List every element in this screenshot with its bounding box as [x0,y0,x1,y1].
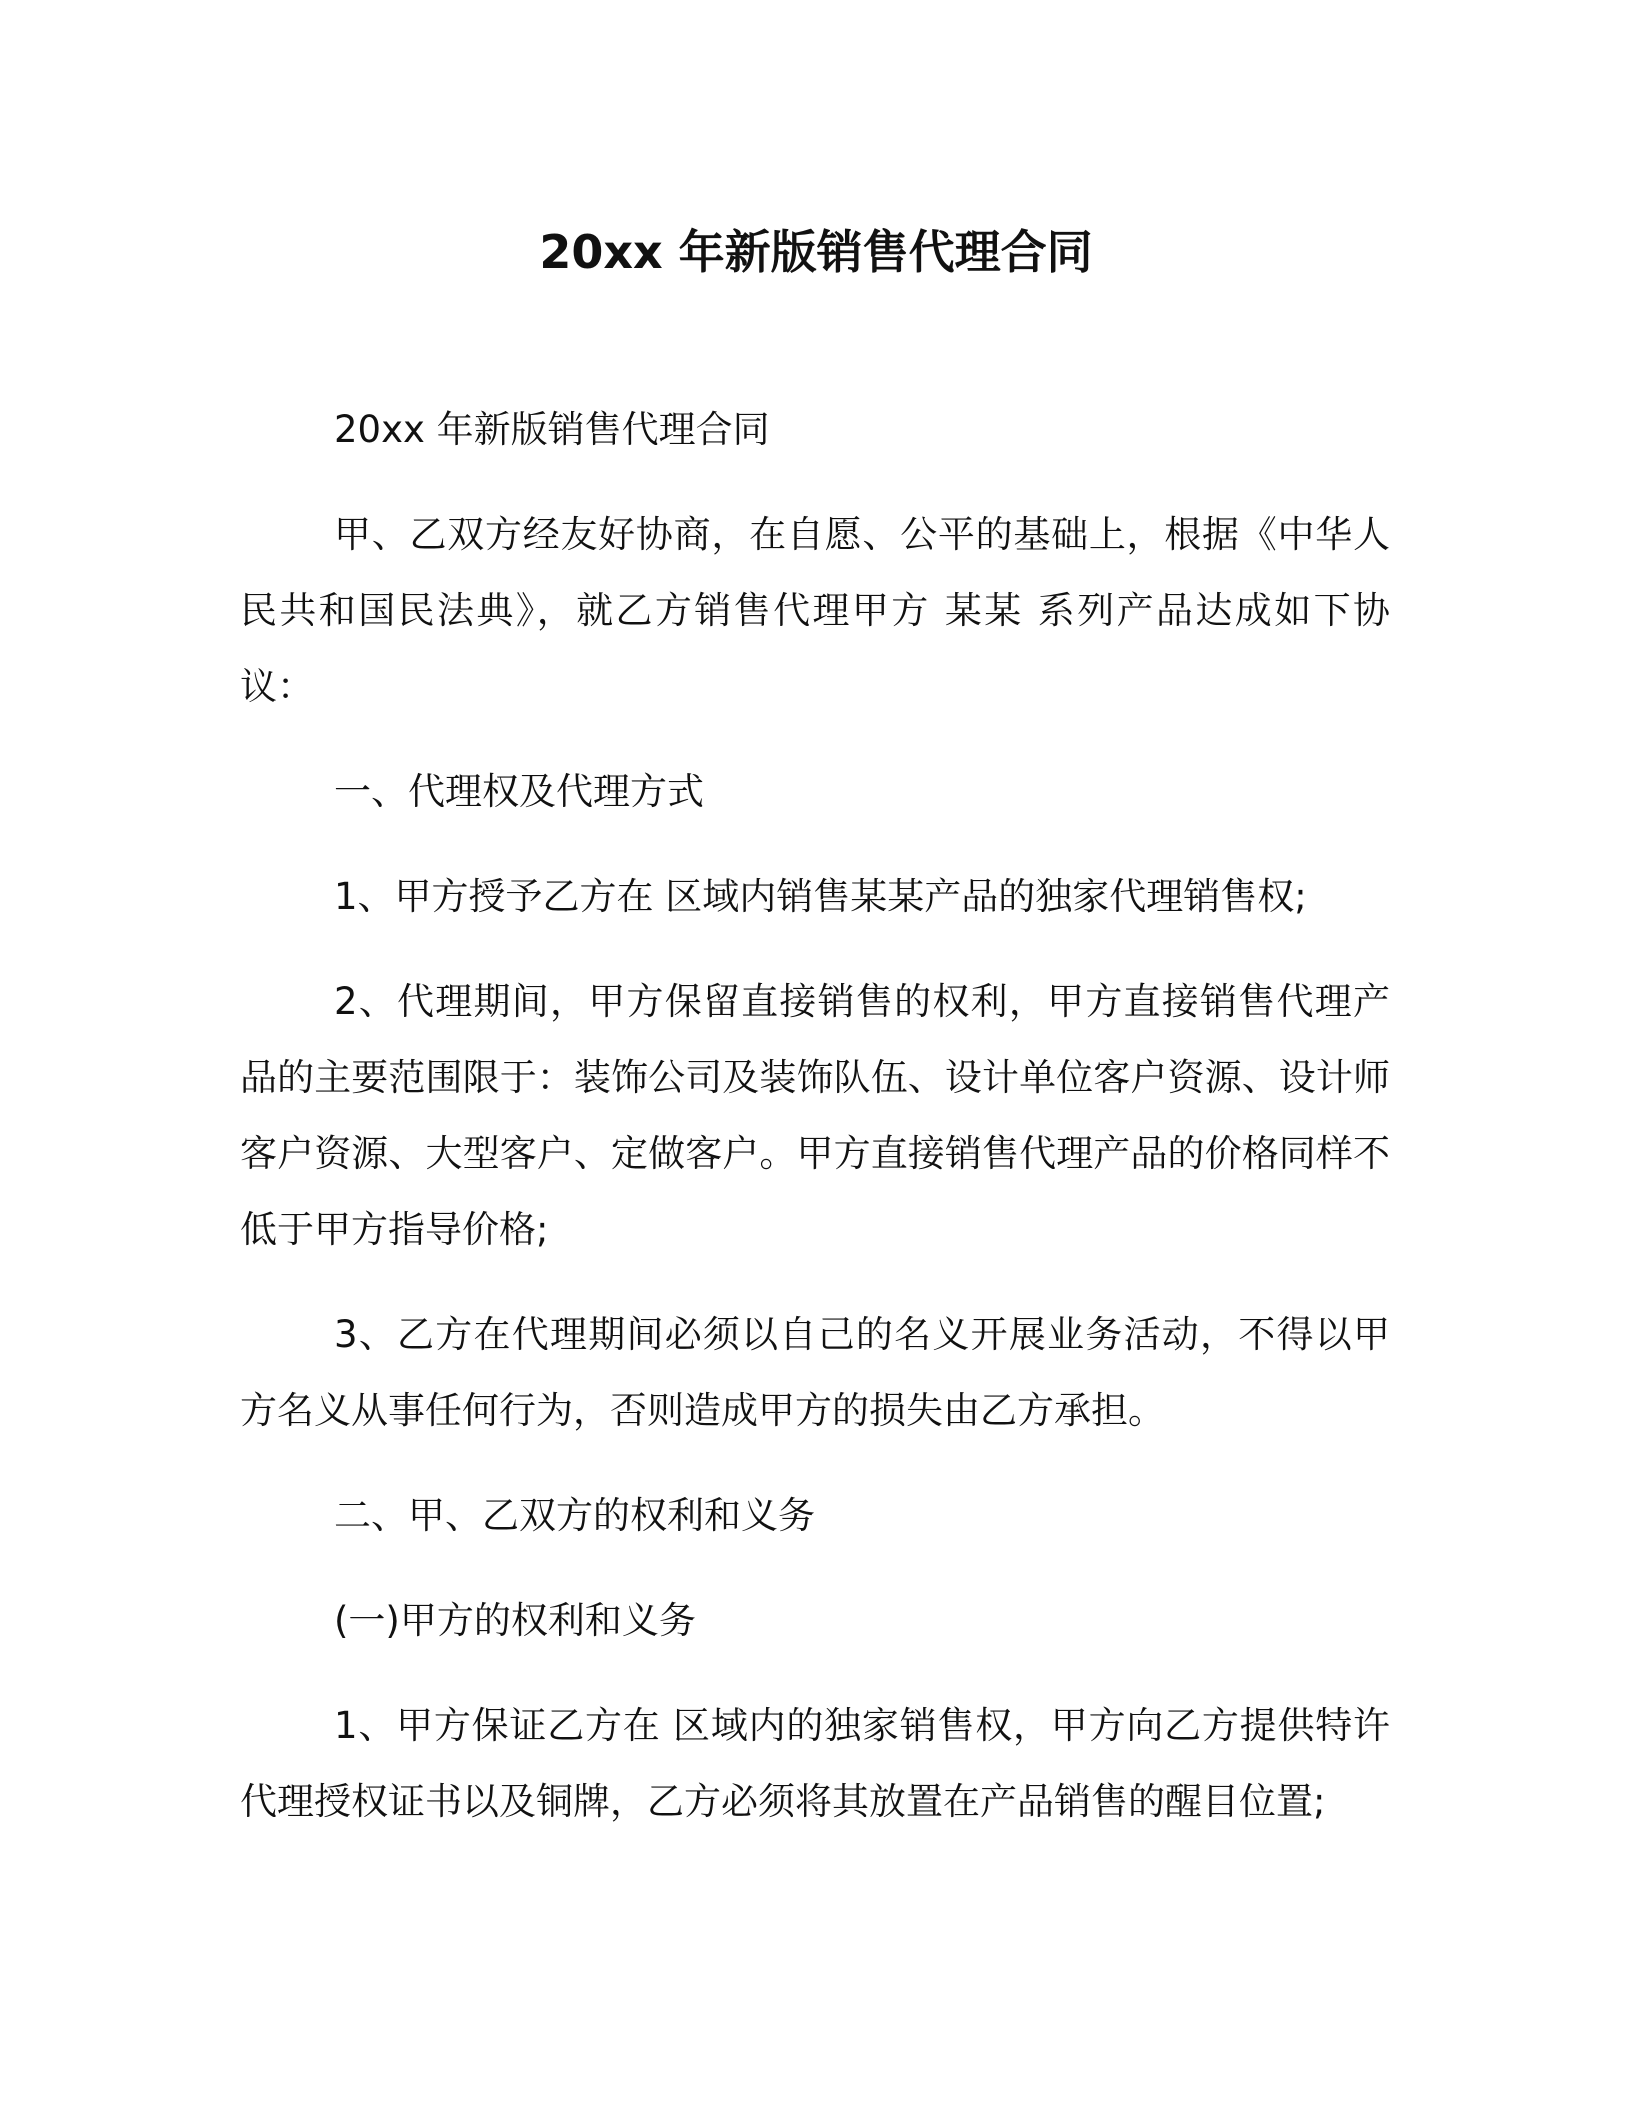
section-heading-1: 一、代理权及代理方式 [334,770,704,813]
subsection-heading-2-1: (一)甲方的权利和义务 [334,1599,696,1642]
clause-1-3: 3、乙方在代理期间必须以自己的名义开展业务活动，不得以甲方名义从事任何行为，否则造成甲方的损失由乙方承担。 [240,1313,1390,1432]
document-body [240,392,1390,1869]
paragraph-preamble: 甲、乙双方经友好协商，在自愿、公平的基础上，根据《中华人民共和国民法典》，就乙方销售代理甲方 某某 系列产品达成如下协议： [240,513,1390,708]
clause-1-2: 2、代理期间，甲方保留直接销售的权利，甲方直接销售代理产品的主要范围限于：装饰公司及装饰队伍、设计单位客户资源、设计师客户资源、大型客户、定做客户。甲方直接销售代理产品的价格同样不低于甲方指导价格; [240,980,1390,1251]
clause-2-1-1: 1、甲方保证乙方在 区域内的独家销售权，甲方向乙方提供特许代理授权证书以及铜牌，乙方必须将其放置在产品销售的醒目位置; [240,1704,1390,1823]
document-title: 20xx 年新版销售代理合同 [539,225,1093,279]
paragraph-subtitle: 20xx 年新版销售代理合同 [334,408,770,451]
section-heading-2: 二、甲、乙双方的权利和义务 [334,1494,815,1537]
clause-1-1: 1、甲方授予乙方在 区域内销售某某产品的独家代理销售权; [334,875,1307,918]
